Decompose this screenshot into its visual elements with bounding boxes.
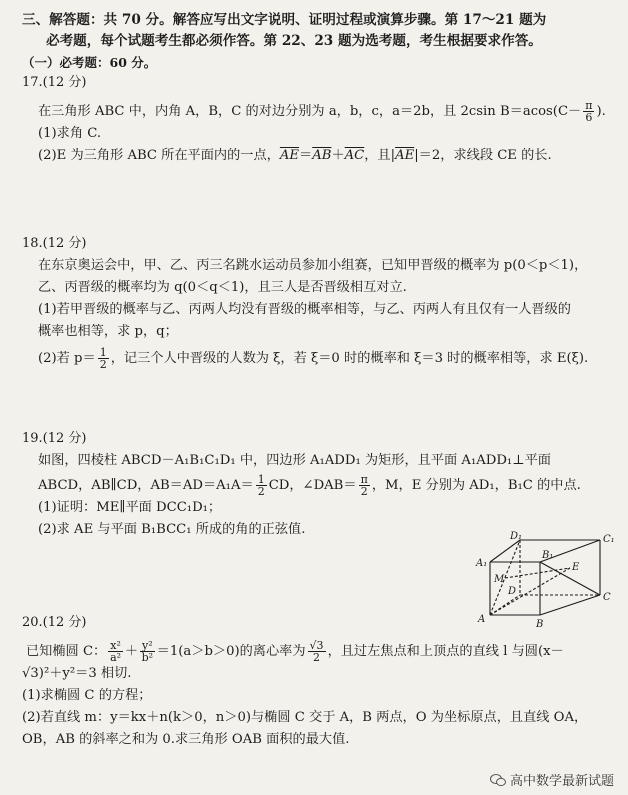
q18-part2: (2)若 p＝ $\frac{1}{2}$ ，记三个人中晋级的人数为 ξ，若 ξ＝0 时的概率和 ξ＝3 时的概率相等，求 E(ξ). xyxy=(38,346,589,371)
q19-stem-2: ABCD，AB∥CD，AB＝AD＝A₁A＝ $\frac{1}{2}$ CD，∠DAB＝ $\frac{\pi}{2}$ ，M，E 分别为 AD₁，B₁C 的中点. xyxy=(38,473,581,498)
diag-B1C xyxy=(540,562,600,595)
label-C1: C₁ xyxy=(603,534,615,545)
q19-part2: (2)求 AE 与平面 B₁BCC₁ 所成的角的正弦值. xyxy=(38,522,306,537)
q17-part1: (1)求角 C. xyxy=(38,126,102,141)
q20-stem-1: 已知椭圆 C： $\frac{\text{x²}}{\text{a²}}$ ＋ $\frac{\text{y²}}{\text{b²}}$ ＝1(a＞b＞0)的离心率为 $\frac{√3}{2}$ ，且过左焦点和上顶点的直线 l 与圆(x－ xyxy=(26,639,564,664)
vector-AE-2: $\overline{AE}$ xyxy=(395,148,415,163)
label-D: D xyxy=(508,586,517,597)
vector-AC: $\overline{AC}$ xyxy=(344,148,365,163)
q20-part1: (1)求椭圆 C 的方程； xyxy=(22,688,152,703)
wechat-icon xyxy=(490,773,506,787)
q18-stem-1: 在东京奥运会中，甲、乙、丙三名跳水运动员参加小组赛，已知甲晋级的概率为 p(0＜p＜1)， xyxy=(38,258,588,273)
question-20 xyxy=(22,612,614,751)
label-A: A xyxy=(478,614,486,625)
q17-stem-text: 在三角形 ABC 中，内角 A，B，C 的对边分别为 a，b，c，a＝2b，且 2csin B＝acos xyxy=(38,104,553,119)
vector-AB: $\overline{AB}$ xyxy=(312,148,332,163)
q17-number: 17.(12 分) xyxy=(22,75,87,90)
label-C: C xyxy=(603,592,611,603)
q17-frac-pi-6: $\frac{\pi}{6}$ xyxy=(585,99,593,124)
section-line-2: 必考题，每个试题考生都必须作答。第 22、23 题为选考题，考生根据要求作答。 xyxy=(46,33,542,49)
q17-paren-close: ). xyxy=(596,104,606,119)
q19-part1: (1)证明：ME∥平面 DCC₁D₁； xyxy=(38,500,222,515)
label-E: E xyxy=(572,562,580,573)
section-line-1: 三、解答题：共 70 分。解答应写出文字说明、证明过程或演算步骤。第 17～21 题为 xyxy=(22,12,547,28)
q18-stem-2: 乙、丙晋级的概率均为 q(0＜q＜1)，且三人是否晋级相互对立. xyxy=(38,280,407,295)
question-17 xyxy=(22,72,614,167)
q17-stem xyxy=(22,100,614,123)
section-header xyxy=(22,10,614,73)
q18-number: 18.(12 分) xyxy=(22,236,87,251)
question-18 xyxy=(22,233,614,370)
section-line-3: （一）必考题：60 分。 xyxy=(22,55,157,70)
q17-part2: (2)E 为三角形 ABC 所在平面内的一点，$\overline{AE}=\overline{AB}+\overline{AC}$，且$|\overline{AE}|=2$，求线段 CE 的长. xyxy=(38,148,552,163)
q19-frac-pi-2: $\frac{\pi}{2}$ xyxy=(360,473,368,498)
q17-paren-open: (C－ xyxy=(552,104,582,119)
q18-frac-half: $\frac{1}{2}$ xyxy=(99,346,107,371)
q20-part2-b: OB，AB 的斜率之和为 0.求三角形 OAB 面积的最大值. xyxy=(22,732,350,747)
q19-frac-half: $\frac{1}{2}$ xyxy=(257,473,265,498)
q18-part1-b: 概率也相等，求 p，q； xyxy=(38,324,178,339)
watermark xyxy=(490,770,614,789)
vector-AE: $\overline{AE}$ xyxy=(279,148,300,163)
label-A1: A₁ xyxy=(476,558,488,569)
edge-A1D1 xyxy=(490,540,520,562)
q19-number: 19.(12 分) xyxy=(22,431,87,446)
q18-part1-a: (1)若甲晋级的概率与乙、丙两人均没有晋级的概率相等，与乙、丙两人有且仅有一人晋级的 xyxy=(38,302,571,317)
question-19 xyxy=(22,428,614,541)
q20-part2-a: (2)若直线 m：y＝kx＋n(k＞0，n＞0)与椭圆 C 交于 A，B 两点，O 为坐标原点，且直线 OA， xyxy=(22,710,588,725)
label-M: M xyxy=(494,574,505,585)
q20-number: 20.(12 分) xyxy=(22,615,87,630)
q19-stem-1: 如图，四棱柱 ABCD－A₁B₁C₁D₁ 中，四边形 A₁ADD₁ 为矩形，且平面 A₁ADD₁⊥平面 xyxy=(38,453,551,468)
label-D1: D₁ xyxy=(510,531,523,542)
label-B: B xyxy=(536,619,544,630)
label-B1: B₁ xyxy=(542,550,554,561)
watermark-text: 高中数学最新试题 xyxy=(509,774,614,789)
q20-stem-2: √3)²＋y²＝3 相切. xyxy=(22,666,132,681)
